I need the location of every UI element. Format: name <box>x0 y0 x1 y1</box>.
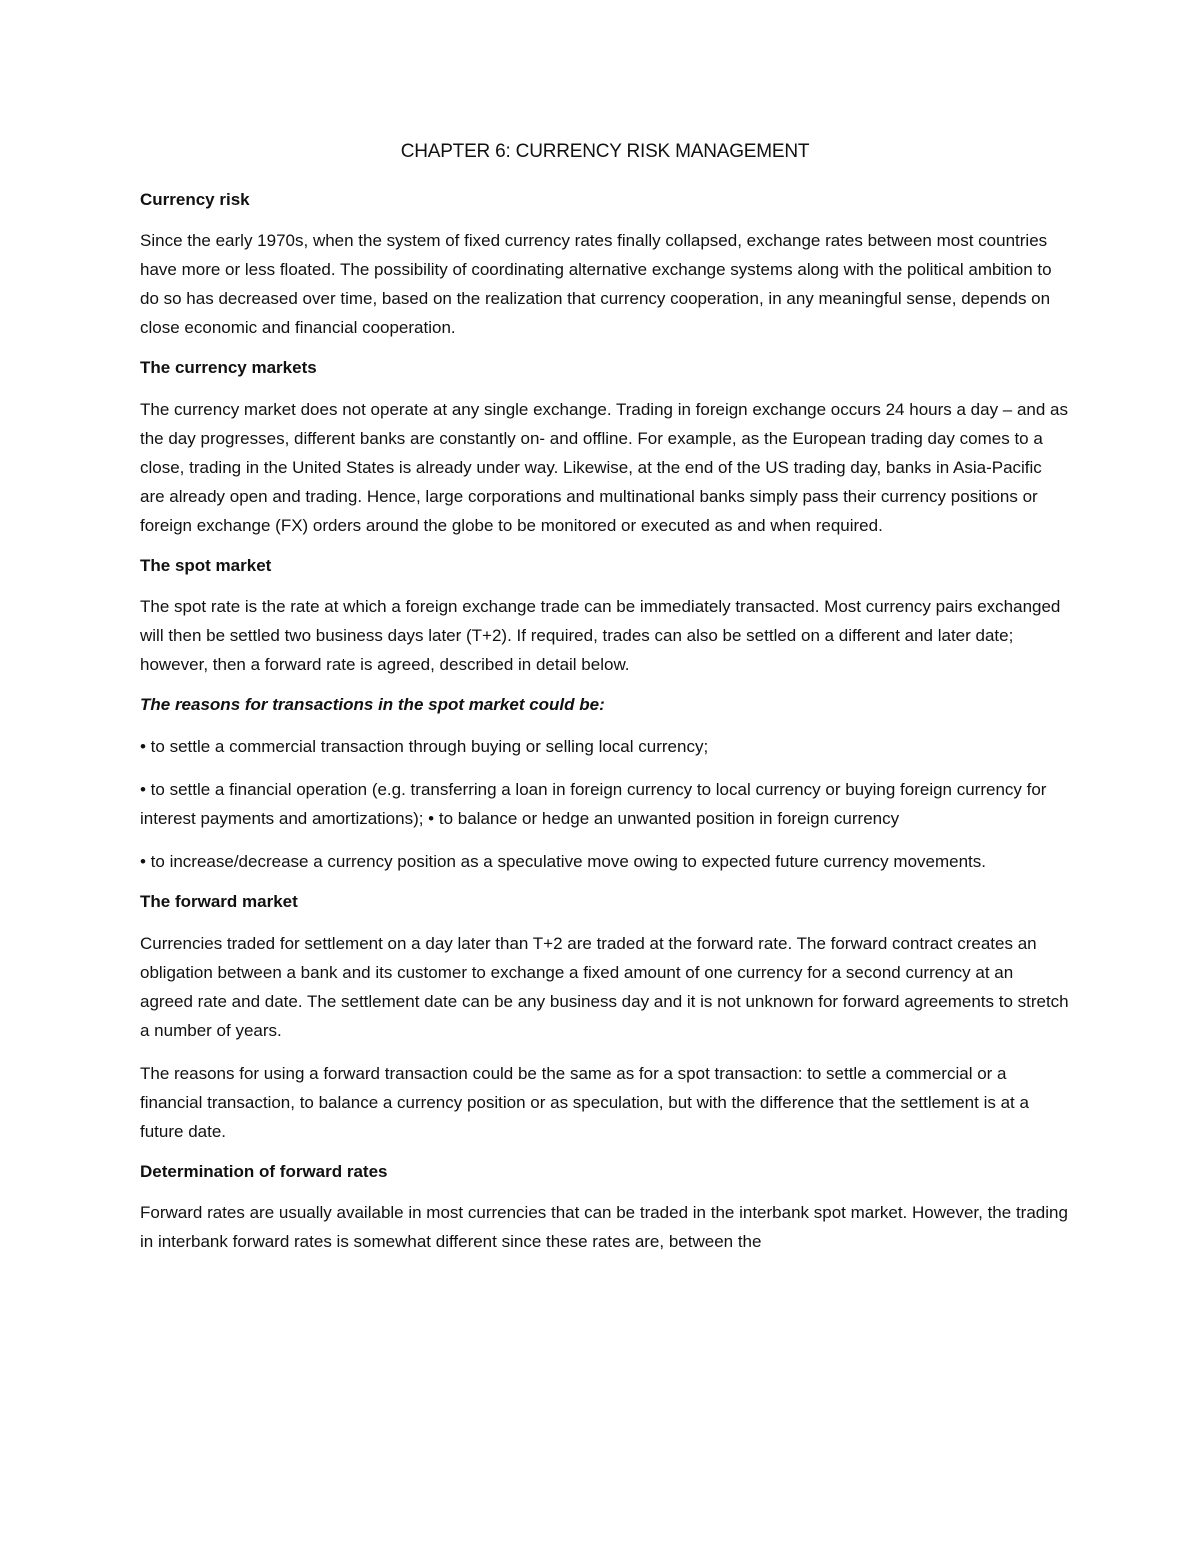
bullet-item: • to settle a financial operation (e.g. transferring a loan in foreign currency to local currency or buying foreign currency for interest payments and amortizations); • to balance or hedge an unwanted position in foreign currency <box>140 780 1047 829</box>
paragraph-forward-market-1: Currencies traded for settlement on a day later than T+2 are traded at the forward rate. The forward contract creates an obligation between a bank and its customer to exchange a fixed amount of one currency for a second currency at an agreed rate and date. The settlement date can be any business day and it is not unknown for forward agreements to stretch a number of years. <box>140 933 1069 1040</box>
paragraph-forward-rates: Forward rates are usually available in most currencies that can be traded in the interbank spot market. However, the trading in interbank forward rates is somewhat different since these rates are, between the <box>140 1203 1068 1252</box>
paragraph-spot-market: The spot rate is the rate at which a foreign exchange trade can be immediately transacted. Most currency pairs exchanged will then be settled two business days later (T+2). If required, trades can also be settled on a different and later date; however, then a forward rate is agreed, described in detail below. <box>140 597 1061 675</box>
heading-currency-markets: The currency markets <box>140 358 317 378</box>
heading-spot-reasons: The reasons for transactions in the spot market could be: <box>140 695 605 715</box>
paragraph-currency-markets: The currency market does not operate at any single exchange. Trading in foreign exchange occurs 24 hours a day – and as the day progresses, different banks are constantly on- and offline. For example, as the European trading day comes to a close, trading in the United States is already under way. Likewise, at the end of the US trading day, banks in Asia-Pacific are already open and trading. Hence, large corporations and multinational banks simply pass their currency positions or foreign exchange (FX) orders around the globe to be monitored or executed as and when required. <box>140 399 1069 535</box>
chapter-title: CHAPTER 6: CURRENCY RISK MANAGEMENT <box>400 141 810 162</box>
heading-forward-rates: Determination of forward rates <box>140 1161 388 1181</box>
document-page <box>140 138 1070 1270</box>
heading-forward-market: The forward market <box>140 892 298 912</box>
heading-spot-market: The spot market <box>140 555 272 575</box>
heading-currency-risk: Currency risk <box>140 189 250 209</box>
bullet-item: • to increase/decrease a currency position as a speculative move owing to expected future currency movements. <box>140 852 986 872</box>
paragraph-currency-risk: Since the early 1970s, when the system of fixed currency rates finally collapsed, exchange rates between most countries have more or less floated. The possibility of coordinating alternative exchange systems along with the political ambition to do so has decreased over time, based on the realization that currency cooperation, in any meaningful sense, depends on close economic and financial cooperation. <box>140 231 1052 338</box>
bullet-item: • to settle a commercial transaction through buying or selling local currency; <box>140 737 709 757</box>
paragraph-forward-market-2: The reasons for using a forward transaction could be the same as for a spot transaction: to settle a commercial or a financial transaction, to balance a currency position or as speculation, but with the difference that the settlement is at a future date. <box>140 1063 1029 1141</box>
